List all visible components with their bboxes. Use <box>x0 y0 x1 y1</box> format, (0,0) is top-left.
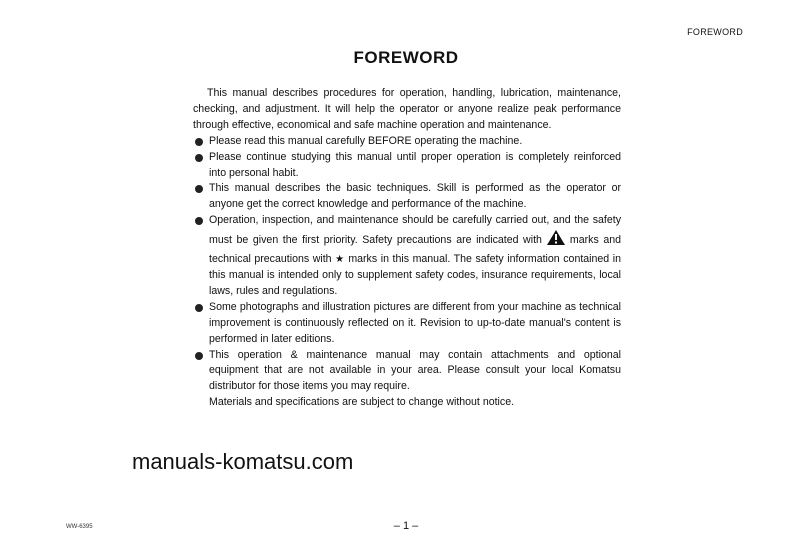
bullet-icon <box>195 304 203 312</box>
document-code: WW-6395 <box>66 524 93 530</box>
list-item <box>193 348 621 396</box>
bullet-list <box>193 134 621 396</box>
list-item-text: Some photographs and illustration pictures are different from your machine as technical improvement is continuously reflected on it. Revision to up-to-date manual's content is performed in later editions. <box>209 300 621 345</box>
safety-text-end: marks in this manual. The safety information contained in this manual is intended only to supplement safety codes, insurance requirements, local laws, rules and regulations. <box>209 253 622 297</box>
list-item <box>193 134 621 150</box>
list-item-text: Please read this manual carefully BEFORE operating the machine. <box>209 134 523 147</box>
page-number: – 1 – <box>393 520 419 532</box>
safety-text-start: Operation, inspection, and maintenance should be carefully carried out, and the safety must be given the first priority. Safety precautions are indicated with <box>209 214 621 247</box>
page-title: FOREWORD <box>353 48 459 67</box>
safety-text-middle: marks and technical precautions with <box>209 234 621 266</box>
list-item-text: This manual describes the basic techniques. Skill is performed as the operator or anyone get the correct knowledge and performance of the machine. <box>209 182 621 211</box>
list-item <box>193 181 621 213</box>
list-item-text: This operation & maintenance manual may contain attachments and optional equipment that are not available in your area. Please consult your local Komatsu distributor for those items you may require. <box>209 348 621 393</box>
safety-list-item <box>193 213 621 300</box>
closing-line: Materials and specifications are subject to change without notice. <box>209 396 515 409</box>
bullet-icon <box>195 138 203 146</box>
list-item <box>193 300 621 348</box>
bullet-icon <box>195 217 203 225</box>
section-header: FOREWORD <box>687 27 743 37</box>
bullet-icon <box>195 154 203 162</box>
list-item <box>193 150 621 182</box>
watermark-link[interactable]: manuals-komatsu.com <box>132 449 354 474</box>
intro-paragraph: This manual describes procedures for operation, handling, lubrication, maintenance, checking, and adjustment. It will help the operator or anyone realize peak performance through effective, economical and safe machine operation and maintenance. <box>193 87 621 131</box>
foreword-body <box>193 86 621 411</box>
star-icon: ★ <box>335 254 345 266</box>
bullet-icon <box>195 352 203 360</box>
bullet-icon <box>195 185 203 193</box>
warning-triangle-icon <box>546 229 566 252</box>
list-item-text: Please continue studying this manual until proper operation is completely reinforced into personal habit. <box>209 150 621 179</box>
